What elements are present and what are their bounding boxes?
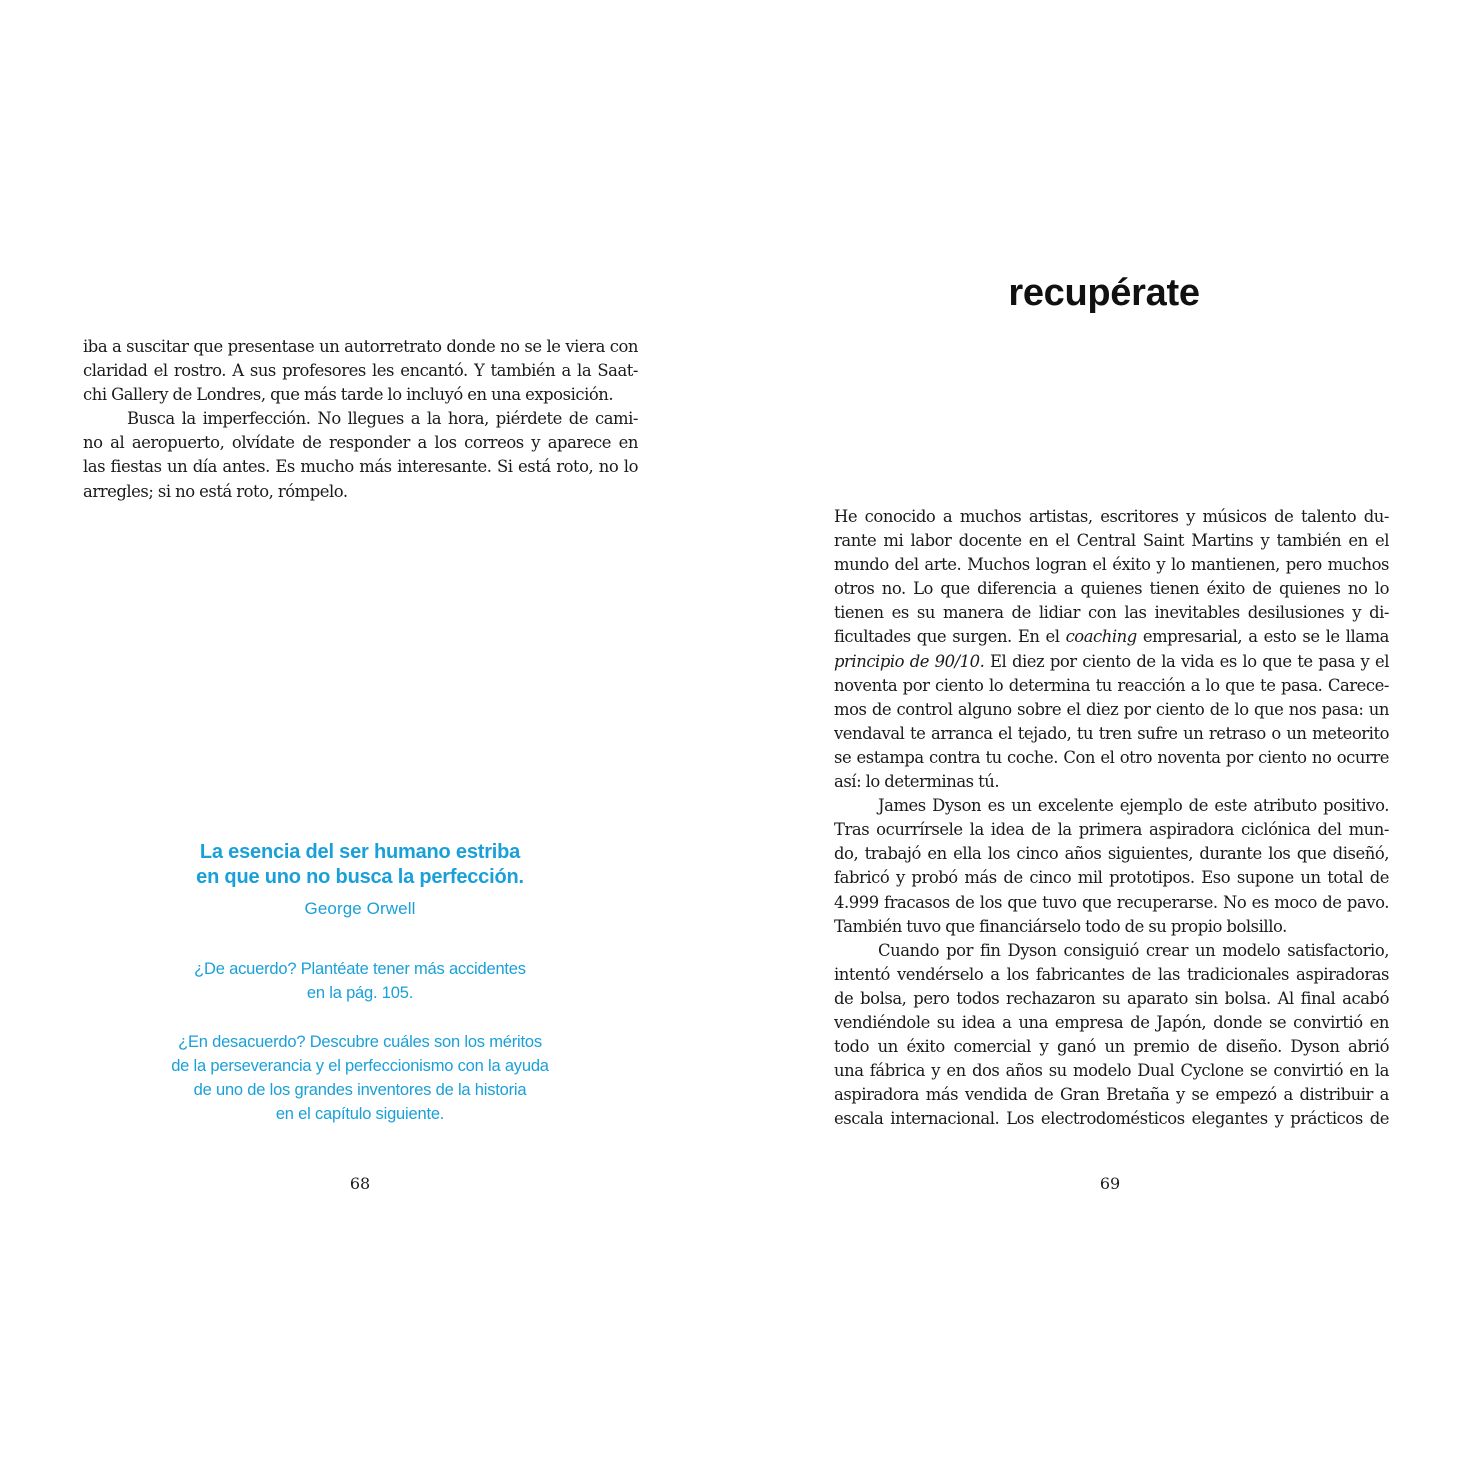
text-line: James Dyson es un excelente ejemplo de este atributo positivo.	[878, 796, 1389, 816]
text-line: todo un éxito comercial y ganó un premio de diseño. Dyson abrió	[834, 1037, 1389, 1057]
page-number-right: 69	[1099, 1174, 1121, 1193]
text-line: fabricó y probó más de cinco mil prototipos. Eso supone un total de	[834, 868, 1389, 888]
agree-navigation-text	[120, 957, 600, 1006]
text-line: La esencia del ser humano estriba	[199, 841, 521, 863]
text-line: aspiradora más vendida de Gran Bretaña y se empezó a distribuir a	[834, 1085, 1389, 1105]
paragraph	[834, 794, 1389, 939]
paragraph	[834, 505, 1389, 794]
text-line: una fábrica y en dos años su modelo Dual Cyclone se convirtió en la	[834, 1061, 1389, 1081]
text-line: las fiestas un día antes. Es mucho más interesante. Si está roto, no lo	[83, 457, 638, 477]
text-line: tienen es su manera de lidiar con las inevitables desilusiones y di-	[834, 603, 1389, 623]
text-line: de bolsa, pero todos rechazaron su aparato sin bolsa. Al final acabó	[834, 988, 1389, 1008]
text-line: noventa por ciento lo determina tu reacción a lo que te pasa. Carece-	[834, 675, 1389, 695]
text-line: arregles; si no está roto, rómpelo.	[83, 481, 348, 501]
text-line: He conocido a muchos artistas, escritores y músicos de talento du-	[834, 507, 1389, 526]
text-line: rante mi labor docente en el Central Saint Martins y también en el	[834, 531, 1389, 551]
text-line: chi Gallery de Londres, que más tarde lo incluyó en una exposición.	[83, 385, 614, 405]
quote-author: George Orwell	[304, 899, 416, 918]
text-line: 4.999 fracasos de los que tuvo que recuperarse. No es moco de pavo.	[834, 892, 1389, 912]
right-page	[736, 0, 1472, 1472]
text-line: vendiéndole su idea a una empresa de Japón, donde se convirtió en	[834, 1012, 1389, 1032]
text-line: Tras ocurrírsele la idea de la primera aspiradora ciclónica del mun-	[834, 820, 1389, 840]
text-line: escala internacional. Los electrodomésticos elegantes y prácticos de	[834, 1109, 1389, 1129]
text-line: ficultades que surgen. En el coaching empresarial, a esto se le llama	[834, 627, 1389, 647]
text-line: ¿De acuerdo? Plantéate tener más accidentes	[194, 960, 526, 978]
chapter-title: recupérate	[1008, 272, 1200, 314]
page-number-left: 68	[349, 1174, 371, 1193]
paragraph	[83, 407, 638, 503]
text-line: en el capítulo siguiente.	[275, 1105, 445, 1124]
text-line: Busca la imperfección. No llegues a la hora, piérdete de cami-	[127, 409, 638, 429]
text-line: principio de 90/10. El diez por ciento de la vida es lo que te pasa y el	[834, 651, 1390, 671]
right-body-text	[834, 505, 1389, 1131]
text-line: otros no. Lo que diferencia a quienes tienen éxito de quienes no lo	[834, 579, 1389, 599]
text-line: vendaval te arranca el tejado, tu tren sufre un retraso o un meteorito	[834, 723, 1389, 743]
paragraph	[834, 939, 1389, 1132]
text-line: así: lo determinas tú.	[834, 772, 1000, 792]
text-line: También tuvo que financiárselo todo de su propio bolsillo.	[834, 916, 1287, 936]
text-line: claridad el rostro. A sus profesores les encantó. Y también a la Saat-	[83, 361, 638, 381]
left-body-text	[83, 335, 638, 504]
text-line: de uno de los grandes inventores de la historia	[193, 1081, 527, 1100]
text-line: Cuando por fin Dyson consiguió crear un modelo satisfactorio,	[878, 940, 1389, 960]
italic-term: principio de 90/10.	[834, 651, 985, 671]
text-line: ¿En desacuerdo? Descubre cuáles son los méritos	[178, 1032, 542, 1051]
text-line: intentó vendérselo a los fabricantes de las tradicionales aspiradoras	[834, 964, 1389, 984]
text-line: de la perseverancia y el perfeccionismo con la ayuda	[171, 1056, 549, 1075]
text-line: se estampa contra tu coche. Con el otro noventa por ciento no ocurre	[834, 747, 1389, 767]
text-line: iba a suscitar que presentase un autorretrato donde no se le viera con	[83, 337, 638, 356]
text-line: mundo del arte. Muchos logran el éxito y lo mantienen, pero muchos	[834, 555, 1389, 575]
pull-quote-block	[120, 840, 600, 1127]
pull-quote	[120, 840, 600, 890]
disagree-navigation-text	[120, 1030, 600, 1127]
paragraph	[83, 335, 638, 407]
text-line: do, trabajó en ella los cinco años siguientes, durante los que diseñó,	[834, 844, 1389, 864]
text-line: mos de control alguno sobre el diez por ciento de lo que nos pasa: un	[834, 699, 1389, 719]
text-line: en que uno no busca la perfección.	[196, 866, 524, 888]
text-line: no al aeropuerto, olvídate de responder a los correos y aparece en	[83, 433, 638, 453]
text-line: en la pág. 105.	[306, 984, 414, 1003]
italic-term: coaching	[1065, 627, 1137, 647]
